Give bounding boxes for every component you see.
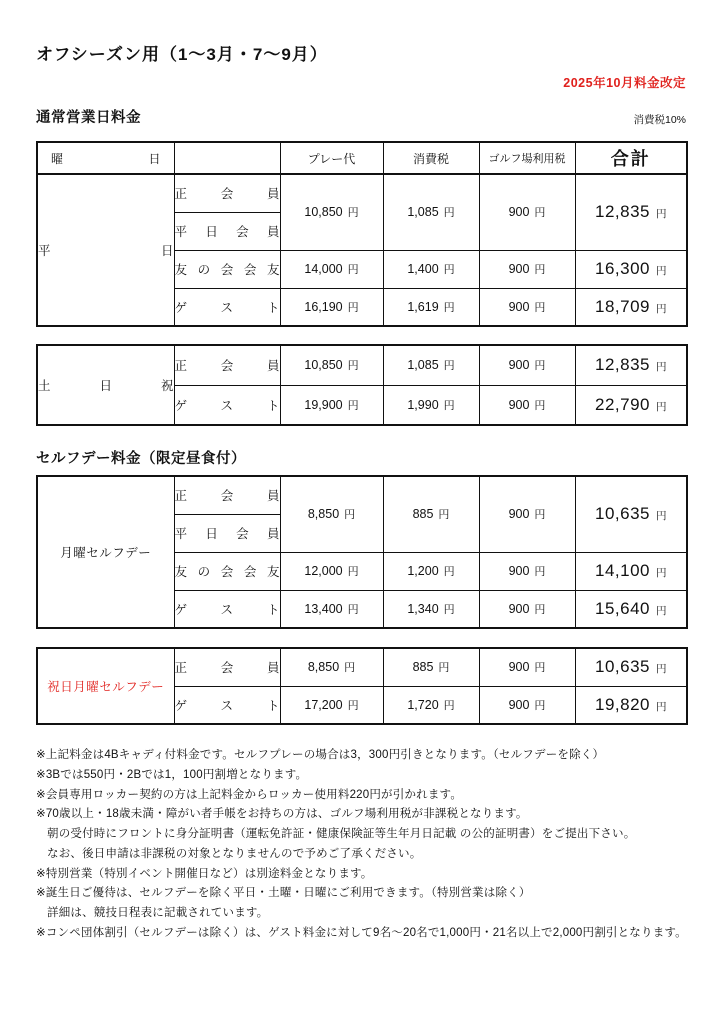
header-golf-use-tax: ゴルフ場利用税	[479, 142, 575, 174]
yen-unit: 円	[344, 509, 356, 522]
play-fee-value: 19,900	[304, 397, 343, 412]
play-fee-cell	[280, 476, 383, 552]
table-row	[37, 648, 687, 686]
consumption-tax-value: 1,619	[407, 299, 439, 314]
footnote-line: ※誕生日ご優待は、セルフデーを除く平日・土曜・日曜にご利用できます。（特別営業は除く）	[36, 887, 531, 900]
yen-unit: 円	[347, 603, 359, 616]
play-fee-value: 13,400	[304, 601, 343, 616]
yen-unit: 円	[656, 400, 667, 413]
use-tax-cell	[479, 552, 575, 590]
header-day: 曜日	[37, 142, 174, 174]
yen-unit: 円	[656, 604, 667, 617]
use-tax-value: 900	[508, 397, 530, 412]
consumption-tax-cell	[383, 250, 479, 288]
total-value: 10,635	[595, 657, 650, 677]
play-fee-cell	[280, 288, 383, 326]
yen-unit: 円	[656, 265, 667, 277]
footnote-line: ※特別営業（特別イベント開催日など）は別途料金となります。	[36, 867, 373, 880]
consumption-tax-cell	[383, 552, 479, 590]
table-row	[37, 174, 687, 212]
total-value: 12,835	[595, 202, 650, 222]
total-cell	[575, 590, 687, 628]
member-cell: 友の会会友	[174, 250, 280, 288]
header-play-fee: プレー代	[280, 142, 383, 174]
total-cell	[575, 552, 687, 590]
self-section-header-row	[36, 447, 686, 468]
consumption-tax-cell	[383, 345, 479, 385]
member-cell: 友の会会友	[174, 552, 280, 590]
yen-unit: 円	[534, 509, 546, 522]
member-cell: ゲスト	[174, 288, 280, 326]
yen-unit: 円	[344, 662, 356, 675]
total-value: 15,640	[595, 598, 650, 618]
yen-unit: 円	[443, 566, 455, 578]
play-fee-cell	[280, 648, 383, 686]
consumption-tax-cell	[383, 476, 479, 552]
use-tax-cell	[479, 648, 575, 686]
yen-unit: 円	[443, 301, 455, 314]
yen-unit: 円	[347, 699, 359, 712]
yen-unit: 円	[347, 360, 359, 373]
consumption-tax-value: 1,200	[407, 564, 439, 578]
use-tax-value: 900	[508, 205, 530, 220]
yen-unit: 円	[443, 699, 455, 712]
use-tax-value: 900	[508, 358, 530, 373]
play-fee-value: 8,850	[307, 660, 340, 675]
yen-unit: 円	[534, 603, 546, 616]
footnote-line: ※70歳以上・18歳未満・障がい者手帳をお持ちの方は、ゴルフ場利用税が非課税となります。	[36, 808, 528, 821]
member-cell: 正会員	[174, 345, 280, 385]
use-tax-cell	[479, 385, 575, 425]
day-cell: 平日	[37, 174, 174, 326]
use-tax-cell	[479, 686, 575, 724]
yen-unit: 円	[656, 302, 667, 315]
use-tax-cell	[479, 590, 575, 628]
consumption-tax-cell	[383, 174, 479, 250]
consumption-tax-value: 885	[412, 660, 434, 675]
member-cell: ゲスト	[174, 590, 280, 628]
yen-unit: 円	[534, 399, 546, 412]
yen-unit: 円	[656, 567, 667, 579]
yen-unit: 円	[534, 699, 546, 712]
total-cell	[575, 476, 687, 552]
tax-rate-note: 消費税10%	[633, 114, 686, 126]
footnote-line: ※上記料金は4Bキャディ付料金です。セルフプレーの場合は3，300円引きとなります。（セルフデーを除く）	[36, 749, 605, 761]
section-heading-self: セルフデー料金（限定昼食付）	[36, 451, 246, 467]
play-fee-cell	[280, 552, 383, 590]
member-cell: ゲスト	[174, 686, 280, 724]
consumption-tax-value: 1,990	[407, 397, 439, 412]
consumption-tax-value: 1,400	[407, 262, 439, 276]
total-value: 22,790	[595, 394, 650, 414]
yen-unit: 円	[656, 208, 667, 221]
footnote-line: 朝の受付時にフロントに身分証明書（運転免許証・健康保険証等生年月日記載 の公的証明書）をご提出下さい。	[47, 828, 636, 841]
footnotes	[36, 746, 690, 944]
yen-unit: 円	[656, 700, 667, 713]
member-cell: 平日会員	[174, 212, 280, 250]
consumption-tax-value: 885	[412, 507, 434, 522]
yen-unit: 円	[443, 264, 455, 276]
play-fee-value: 10,850	[304, 358, 343, 373]
footnote-line: ※会員専用ロッカー契約の方は上記料金からロッカー使用料220円が引かれます。	[36, 788, 463, 801]
total-cell	[575, 686, 687, 724]
consumption-tax-value: 1,085	[407, 205, 439, 220]
use-tax-value: 900	[508, 299, 530, 314]
yen-unit: 円	[534, 566, 546, 578]
use-tax-value: 900	[508, 262, 530, 276]
consumption-tax-value: 1,720	[407, 697, 439, 712]
footnote-line: ※コンペ団体割引（セルフデーは除く）は、ゲスト料金に対して9名～20名で1,000円・21名以上で2,000円割引となります。	[36, 926, 687, 939]
day-cell: 土日祝	[37, 345, 174, 425]
monday-self-table	[36, 475, 688, 629]
total-cell	[575, 288, 687, 326]
use-tax-cell	[479, 476, 575, 552]
yen-unit: 円	[347, 264, 359, 276]
play-fee-cell	[280, 345, 383, 385]
use-tax-value: 900	[508, 564, 530, 578]
member-cell: 正会員	[174, 174, 280, 212]
yen-unit: 円	[656, 361, 667, 374]
section-heading-normal: 通常営業日料金	[36, 110, 141, 126]
table-row	[37, 476, 687, 514]
total-cell	[575, 648, 687, 686]
total-value: 18,709	[595, 296, 650, 316]
member-cell: 正会員	[174, 476, 280, 514]
member-cell: 平日会員	[174, 514, 280, 552]
yen-unit: 円	[443, 603, 455, 616]
header-total: 合計	[575, 142, 687, 174]
day-cell: 祝日月曜セルフデー	[37, 648, 174, 724]
yen-unit: 円	[443, 207, 455, 220]
yen-unit: 円	[438, 509, 450, 522]
use-tax-value: 900	[508, 660, 530, 675]
yen-unit: 円	[347, 399, 359, 412]
header-member-blank	[174, 142, 280, 174]
play-fee-value: 14,000	[304, 262, 343, 276]
table-header-row	[37, 142, 687, 174]
member-cell: ゲスト	[174, 385, 280, 425]
total-value: 10,635	[595, 504, 650, 524]
yen-unit: 円	[534, 360, 546, 373]
yen-unit: 円	[438, 662, 450, 675]
consumption-tax-cell	[383, 385, 479, 425]
play-fee-value: 12,000	[304, 564, 343, 578]
footnote-line: 詳細は、競技日程表に記載されています。	[47, 907, 269, 920]
play-fee-cell	[280, 686, 383, 724]
page-title: オフシーズン用（1～3月・7～9月）	[36, 45, 328, 64]
use-tax-value: 900	[508, 601, 530, 616]
footnote-line: ※3Bでは550円・2Bでは1，100円割増となります。	[36, 768, 308, 781]
member-cell: 正会員	[174, 648, 280, 686]
total-cell	[575, 174, 687, 250]
yen-unit: 円	[656, 663, 667, 676]
consumption-tax-cell	[383, 686, 479, 724]
total-cell	[575, 385, 687, 425]
use-tax-value: 900	[508, 697, 530, 712]
consumption-tax-value: 1,085	[407, 358, 439, 373]
yen-unit: 円	[347, 301, 359, 314]
yen-unit: 円	[534, 207, 546, 220]
yen-unit: 円	[347, 207, 359, 220]
play-fee-cell	[280, 590, 383, 628]
yen-unit: 円	[443, 399, 455, 412]
play-fee-cell	[280, 250, 383, 288]
consumption-tax-cell	[383, 288, 479, 326]
total-value: 16,300	[595, 259, 650, 278]
yen-unit: 円	[534, 662, 546, 675]
holiday-monday-self-table	[36, 647, 688, 725]
play-fee-value: 17,200	[304, 697, 343, 712]
yen-unit: 円	[534, 301, 546, 314]
footnote-line: なお、後日申請は非課税の対象となりませんので予めご了承ください。	[47, 847, 422, 860]
total-cell	[575, 250, 687, 288]
consumption-tax-cell	[383, 648, 479, 686]
yen-unit: 円	[534, 264, 546, 276]
yen-unit: 円	[443, 360, 455, 373]
day-cell: 月曜セルフデー	[37, 476, 174, 628]
revision-note: 2025年10月料金改定	[563, 76, 686, 90]
play-fee-value: 8,850	[307, 507, 340, 522]
weekday-table	[36, 141, 688, 327]
weekend-table	[36, 344, 688, 426]
play-fee-cell	[280, 385, 383, 425]
yen-unit: 円	[656, 510, 667, 523]
use-tax-cell	[479, 250, 575, 288]
normal-section-header-row	[36, 106, 686, 127]
total-value: 12,835	[595, 355, 650, 375]
total-value: 14,100	[595, 561, 650, 580]
yen-unit: 円	[347, 566, 359, 578]
use-tax-cell	[479, 174, 575, 250]
header-consumption-tax: 消費税	[383, 142, 479, 174]
consumption-tax-cell	[383, 590, 479, 628]
play-fee-cell	[280, 174, 383, 250]
play-fee-value: 10,850	[304, 205, 343, 220]
use-tax-cell	[479, 288, 575, 326]
use-tax-cell	[479, 345, 575, 385]
total-value: 19,820	[595, 694, 650, 714]
play-fee-value: 16,190	[304, 299, 343, 314]
consumption-tax-value: 1,340	[407, 601, 439, 616]
total-cell	[575, 345, 687, 385]
table-row	[37, 345, 687, 385]
use-tax-value: 900	[508, 507, 530, 522]
